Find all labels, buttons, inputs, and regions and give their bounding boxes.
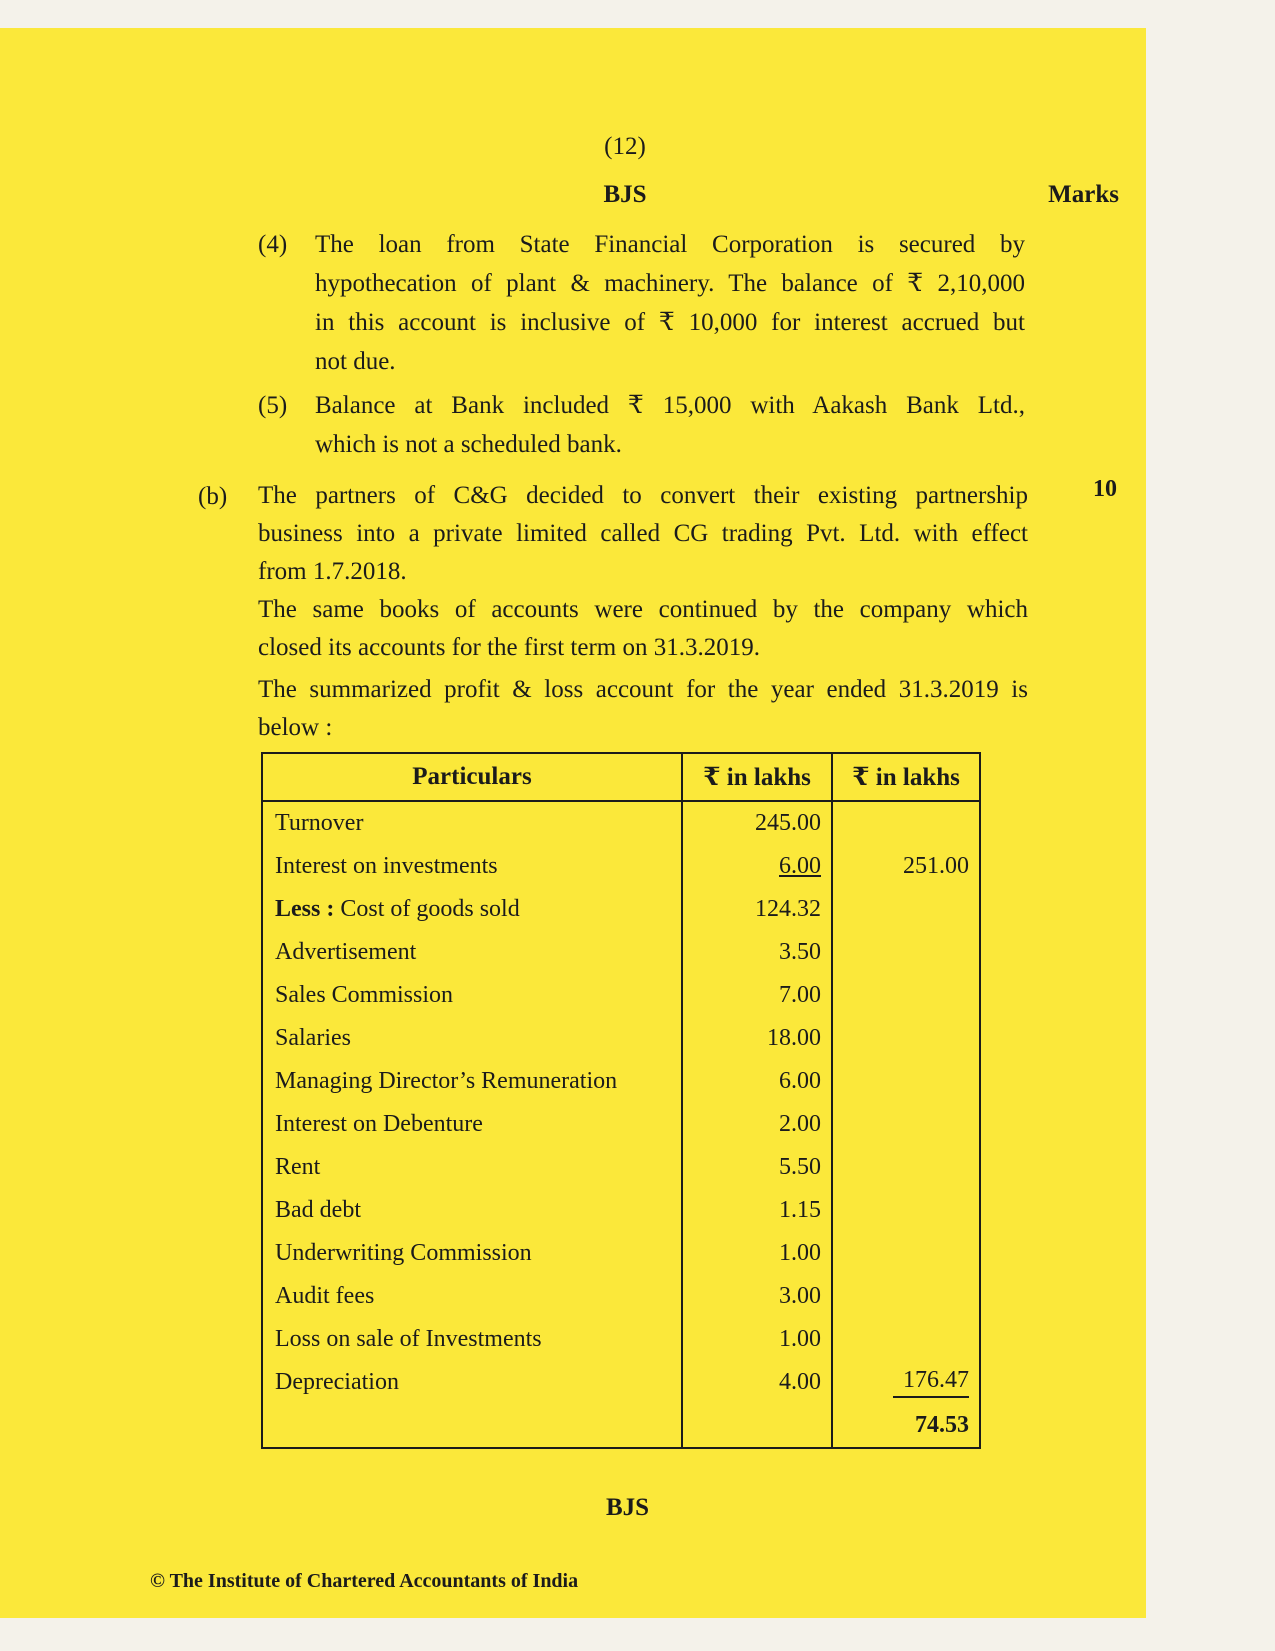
particular-cell: Audit fees [262, 1275, 682, 1318]
item-4-text [315, 225, 1025, 381]
particular-cell [262, 1404, 682, 1448]
table-row [262, 1060, 980, 1103]
particular-cell [262, 888, 682, 931]
amount-cell: 2.00 [682, 1103, 832, 1146]
total-cell [832, 974, 980, 1017]
amount-cell [682, 845, 832, 888]
text-line: hypothecation of plant & machinery. The balance of ₹ 2,10,000 [315, 270, 1025, 297]
particular-cell: Managing Director’s Remuneration [262, 1060, 682, 1103]
subtotal-amount: 176.47 [893, 1367, 969, 1398]
total-cell [832, 1060, 980, 1103]
table-row [262, 1189, 980, 1232]
table-row [262, 1103, 980, 1146]
text-line: The partners of C&G decided to convert their existing partnership [258, 482, 1028, 509]
particular-cell: Interest on Debenture [262, 1103, 682, 1146]
text-line: business into a private limited called CG trading Pvt. Ltd. with effect [258, 520, 1028, 547]
amount-cell: 124.32 [682, 888, 832, 931]
particular-cell: Rent [262, 1146, 682, 1189]
part-b-marks: 10 [1093, 476, 1117, 502]
total-cell [832, 1275, 980, 1318]
particular-cell: Turnover [262, 801, 682, 845]
item-5-text [315, 386, 1025, 464]
table-header-row [262, 753, 980, 801]
amount-cell [682, 1404, 832, 1448]
text-line: from 1.7.2018. [258, 558, 407, 585]
table-row [262, 801, 980, 845]
particular-cell: Sales Commission [262, 974, 682, 1017]
total-cell [832, 1017, 980, 1060]
text-line: Balance at Bank included ₹ 15,000 with Aakash Bank Ltd., [315, 392, 1025, 419]
table-row [262, 1232, 980, 1275]
part-b-text [258, 477, 1028, 747]
less-label: Less : [275, 896, 335, 922]
amount-cell: 5.50 [682, 1146, 832, 1189]
table-row [262, 888, 980, 931]
particular-cell: Underwriting Commission [262, 1232, 682, 1275]
total-cell [832, 888, 980, 931]
particular-cell: Salaries [262, 1017, 682, 1060]
amount-cell: 7.00 [682, 974, 832, 1017]
particular-cell: Loss on sale of Investments [262, 1318, 682, 1361]
table-row [262, 974, 980, 1017]
amount-cell: 6.00 [682, 1060, 832, 1103]
column-header-amount: ₹ in lakhs [682, 753, 832, 801]
amount-cell: 4.00 [682, 1361, 832, 1404]
text-line: which is not a scheduled bank. [315, 431, 622, 458]
item-5-label: (5) [258, 392, 288, 419]
amount-cell: 3.50 [682, 931, 832, 974]
text-line: below : [258, 714, 333, 741]
table-row [262, 845, 980, 888]
column-header-particulars: Particulars [262, 753, 682, 801]
total-cell [832, 1189, 980, 1232]
copyright-notice: © The Institute of Chartered Accountants of India [150, 1570, 579, 1592]
amount-cell: 18.00 [682, 1017, 832, 1060]
marks-label: Marks [1048, 181, 1119, 208]
particular-cell: Depreciation [262, 1361, 682, 1404]
amount-cell: 1.00 [682, 1318, 832, 1361]
total-cell [832, 801, 980, 845]
total-cell [832, 931, 980, 974]
column-header-total: ₹ in lakhs [832, 753, 980, 801]
table-row [262, 1361, 980, 1404]
text-line: The same books of accounts were continued by the company which [258, 596, 1028, 623]
table-row [262, 931, 980, 974]
particular-cell: Interest on investments [262, 845, 682, 888]
table-row [262, 1318, 980, 1361]
part-b-label: (b) [198, 483, 228, 510]
amount-cell: 3.00 [682, 1275, 832, 1318]
total-cell: 251.00 [832, 845, 980, 888]
paper-code-footer: BJS [605, 1494, 650, 1521]
text-line: in this account is inclusive of ₹ 10,000 for interest accrued but [315, 309, 1025, 336]
total-cell [832, 1361, 980, 1404]
paper-code-header: BJS [603, 181, 647, 208]
net-profit-cell: 74.53 [832, 1404, 980, 1448]
item-4-label: (4) [258, 231, 288, 258]
amount-cell: 1.00 [682, 1232, 832, 1275]
total-cell [832, 1146, 980, 1189]
total-cell [832, 1318, 980, 1361]
text-line: not due. [315, 348, 396, 375]
text-line: The loan from State Financial Corporation is secured by [315, 231, 1025, 258]
text-line: The summarized profit & loss account for the year ended 31.3.2019 is [258, 676, 1028, 703]
particular-cell: Bad debt [262, 1189, 682, 1232]
table-row [262, 1275, 980, 1318]
particular-cell: Advertisement [262, 931, 682, 974]
table-row [262, 1017, 980, 1060]
amount-cell: 245.00 [682, 801, 832, 845]
amount-cell: 1.15 [682, 1189, 832, 1232]
total-cell [832, 1232, 980, 1275]
table-row [262, 1404, 980, 1448]
underlined-amount: 6.00 [779, 853, 821, 879]
total-cell [832, 1103, 980, 1146]
page-number: (12) [604, 133, 646, 160]
text-line: closed its accounts for the first term on 31.3.2019. [258, 634, 760, 661]
particular-text: Cost of goods sold [334, 896, 520, 922]
table-row [262, 1146, 980, 1189]
profit-loss-table [261, 752, 981, 1449]
